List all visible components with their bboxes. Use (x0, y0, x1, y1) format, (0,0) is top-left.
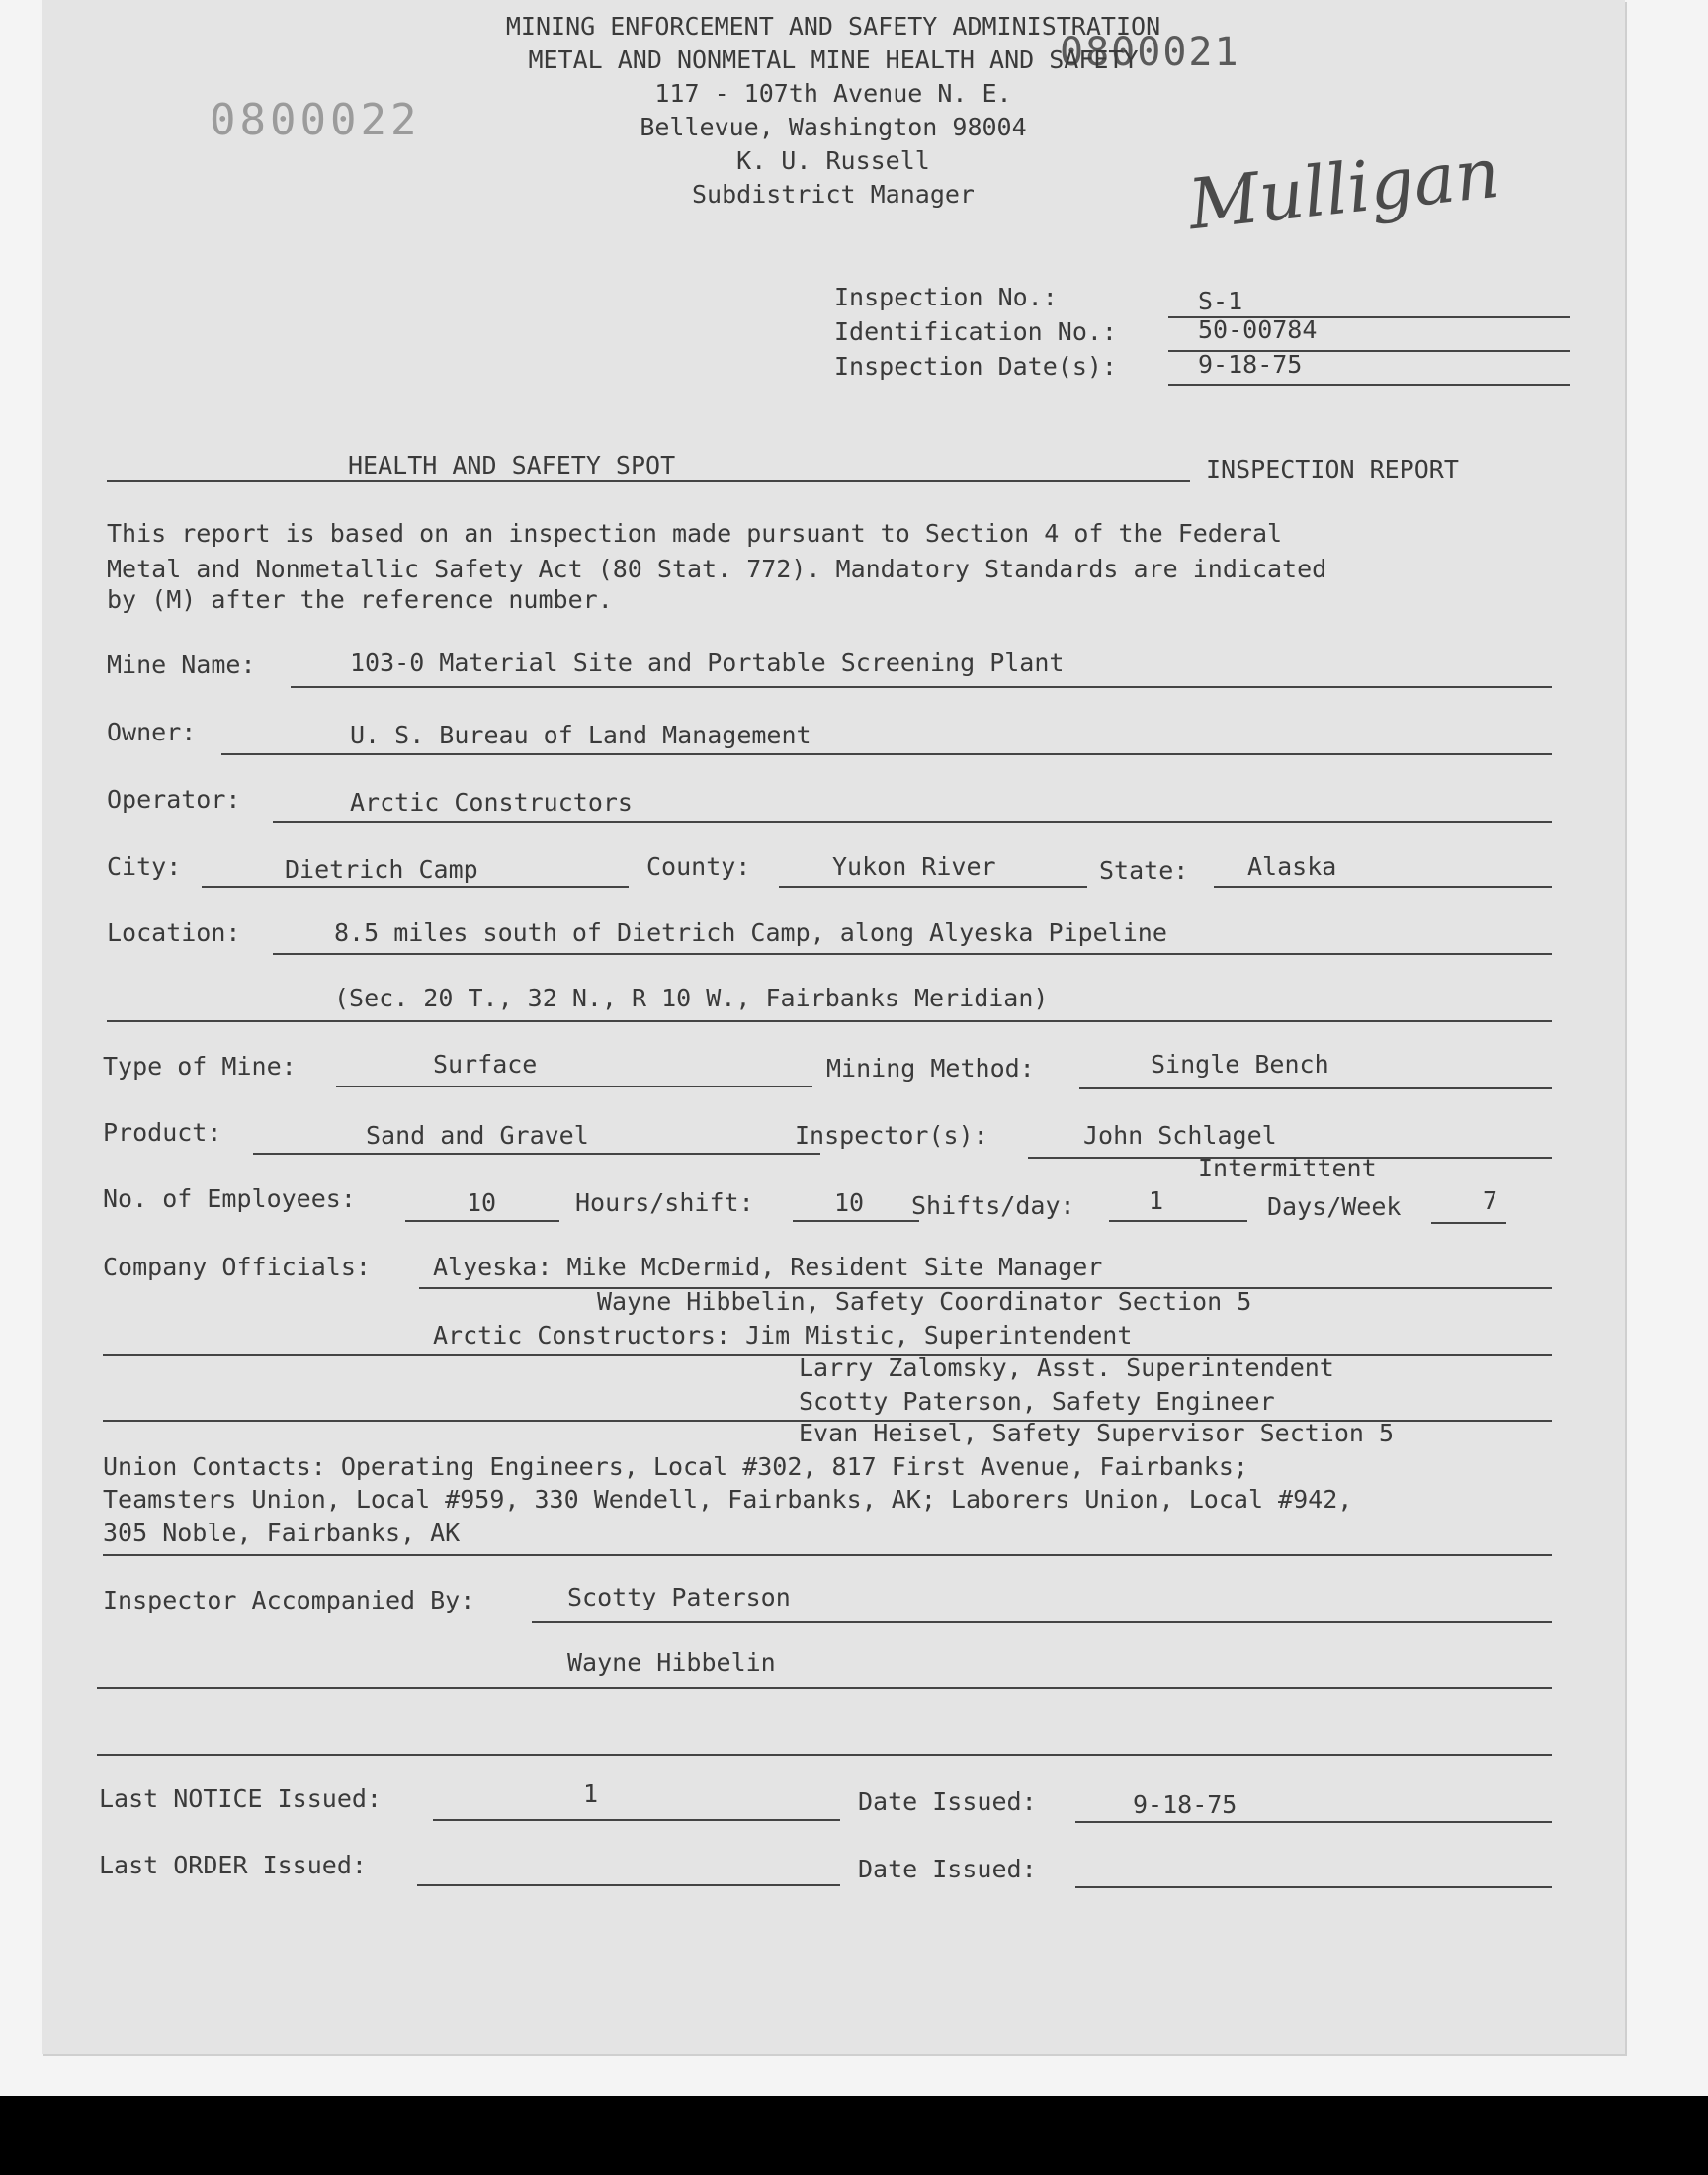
operator-value: Arctic Constructors (350, 788, 633, 817)
last-notice-underline (433, 1819, 840, 1821)
header-agency: MINING ENFORCEMENT AND SAFETY ADMINISTRATION (505, 12, 1161, 41)
operator-underline (273, 821, 1552, 823)
location-label: Location: (107, 918, 241, 947)
header-city: Bellevue, Washington 98004 (640, 113, 1027, 141)
location-underline-2 (107, 1020, 1552, 1022)
inspector-label: Inspector(s): (795, 1121, 988, 1150)
official-line-6: Evan Heisel, Safety Supervisor Section 5 (799, 1419, 1395, 1447)
state-value: Alaska (1247, 852, 1337, 881)
official-line-1: Alyeska: Mike McDermid, Resident Site Manager (433, 1253, 1103, 1281)
header-division: METAL AND NONMETAL MINE HEALTH AND SAFETY (528, 45, 1139, 74)
accompanied-person-1: Scotty Paterson (567, 1583, 791, 1611)
official-line-3: Arctic Constructors: Jim Mistic, Superintendent (433, 1321, 1133, 1349)
inspection-date-value: 9-18-75 (1198, 350, 1303, 379)
report-title: INSPECTION REPORT (1206, 455, 1459, 483)
days-week-underline (1431, 1222, 1506, 1224)
state-underline (1214, 886, 1552, 888)
inspection-no-value: S-1 (1198, 287, 1243, 315)
intro-line-2: Metal and Nonmetallic Safety Act (80 Stat. 772). Mandatory Standards are indicated (107, 555, 1327, 583)
report-type: HEALTH AND SAFETY SPOT (348, 451, 676, 479)
mining-method-underline (1079, 1088, 1552, 1089)
order-date-underline (1075, 1886, 1552, 1888)
report-type-underline (107, 480, 1190, 482)
header-address: 117 - 107th Avenue N. E. (654, 79, 1012, 108)
hours-shift-underline (793, 1220, 919, 1222)
accompanied-person-2: Wayne Hibbelin (567, 1648, 776, 1677)
notice-date-label: Date Issued: (858, 1787, 1037, 1816)
last-order-underline (417, 1884, 840, 1886)
shifts-day-label: Shifts/day: (911, 1191, 1075, 1220)
owner-value: U. S. Bureau of Land Management (350, 721, 811, 749)
county-underline (779, 886, 1087, 888)
header-manager-name: K. U. Russell (736, 146, 930, 175)
mine-name-underline (291, 686, 1552, 688)
company-officials-label: Company Officials: (103, 1253, 371, 1281)
last-order-label: Last ORDER Issued: (99, 1851, 367, 1879)
handwritten-signature: Mulligan (1184, 131, 1503, 246)
location-underline-1 (273, 953, 1552, 955)
order-date-label: Date Issued: (858, 1855, 1037, 1883)
official-line-5: Scotty Paterson, Safety Engineer (799, 1387, 1275, 1416)
intro-line-1: This report is based on an inspection made pursuant to Section 4 of the Federal (107, 519, 1283, 548)
hours-shift-label: Hours/shift: (575, 1188, 754, 1217)
header-manager-title: Subdistrict Manager (692, 180, 975, 209)
product-underline (253, 1153, 820, 1155)
city-underline (202, 886, 629, 888)
city-value: Dietrich Camp (285, 855, 478, 884)
last-notice-value: 1 (583, 1780, 599, 1808)
location-value-1: 8.5 miles south of Dietrich Camp, along Alyeska Pipeline (334, 918, 1167, 947)
mine-type-value: Surface (433, 1050, 538, 1079)
owner-label: Owner: (107, 718, 197, 746)
identification-no-label: Identification No.: (834, 317, 1117, 346)
accompanied-underline-2 (97, 1687, 1552, 1689)
state-label: State: (1099, 856, 1189, 885)
union-underline (103, 1554, 1552, 1556)
mine-type-underline (336, 1086, 812, 1088)
county-value: Yukon River (832, 852, 996, 881)
shifts-day-value: 1 (1149, 1186, 1164, 1215)
notice-date-underline (1075, 1821, 1552, 1823)
notice-date-value: 9-18-75 (1133, 1790, 1238, 1819)
official-line-4: Larry Zalomsky, Asst. Superintendent (799, 1353, 1334, 1382)
employees-underline (405, 1220, 559, 1222)
inspection-no-label: Inspection No.: (834, 283, 1058, 311)
city-label: City: (107, 852, 182, 881)
scan-bottom-border (0, 2096, 1708, 2175)
employees-label: No. of Employees: (103, 1184, 356, 1213)
inspection-date-underline (1168, 384, 1570, 386)
document-stamp-number: 0800021 (1060, 30, 1240, 75)
inspection-report-page (42, 0, 1625, 2054)
mine-name-label: Mine Name: (107, 651, 256, 679)
hours-shift-value: 10 (834, 1188, 865, 1217)
owner-underline (221, 753, 1552, 755)
accompanied-underline-3 (97, 1754, 1552, 1756)
employees-value: 10 (467, 1188, 497, 1217)
product-label: Product: (103, 1118, 222, 1147)
union-contacts-line-1: Union Contacts: Operating Engineers, Local #302, 817 First Avenue, Fairbanks; (103, 1452, 1248, 1481)
days-week-value: 7 (1483, 1186, 1498, 1215)
mine-type-label: Type of Mine: (103, 1052, 297, 1081)
accompanied-underline-1 (532, 1621, 1552, 1623)
days-week-note: Intermittent (1198, 1154, 1377, 1182)
shifts-day-underline (1109, 1220, 1247, 1222)
accompanied-by-label: Inspector Accompanied By: (103, 1586, 475, 1614)
location-value-2: (Sec. 20 T., 32 N., R 10 W., Fairbanks Meridian) (334, 984, 1049, 1012)
faint-stamp-number: 0800022 (210, 95, 421, 145)
identification-no-value: 50-00784 (1198, 315, 1318, 344)
operator-label: Operator: (107, 785, 241, 814)
inspection-date-label: Inspection Date(s): (834, 352, 1117, 381)
official-line-2: Wayne Hibbelin, Safety Coordinator Section 5 (597, 1287, 1252, 1316)
product-value: Sand and Gravel (366, 1121, 589, 1150)
mining-method-value: Single Bench (1151, 1050, 1329, 1079)
intro-line-3: by (M) after the reference number. (107, 585, 613, 614)
mining-method-label: Mining Method: (826, 1054, 1035, 1083)
inspector-value: John Schlagel (1083, 1121, 1277, 1150)
days-week-label: Days/Week (1267, 1192, 1402, 1221)
last-notice-label: Last NOTICE Issued: (99, 1784, 382, 1813)
mine-name-value: 103-0 Material Site and Portable Screening Plant (350, 649, 1065, 677)
union-contacts-line-3: 305 Noble, Fairbanks, AK (103, 1519, 461, 1547)
county-label: County: (646, 852, 751, 881)
union-contacts-line-2: Teamsters Union, Local #959, 330 Wendell, Fairbanks, AK; Laborers Union, Local #942, (103, 1485, 1353, 1514)
